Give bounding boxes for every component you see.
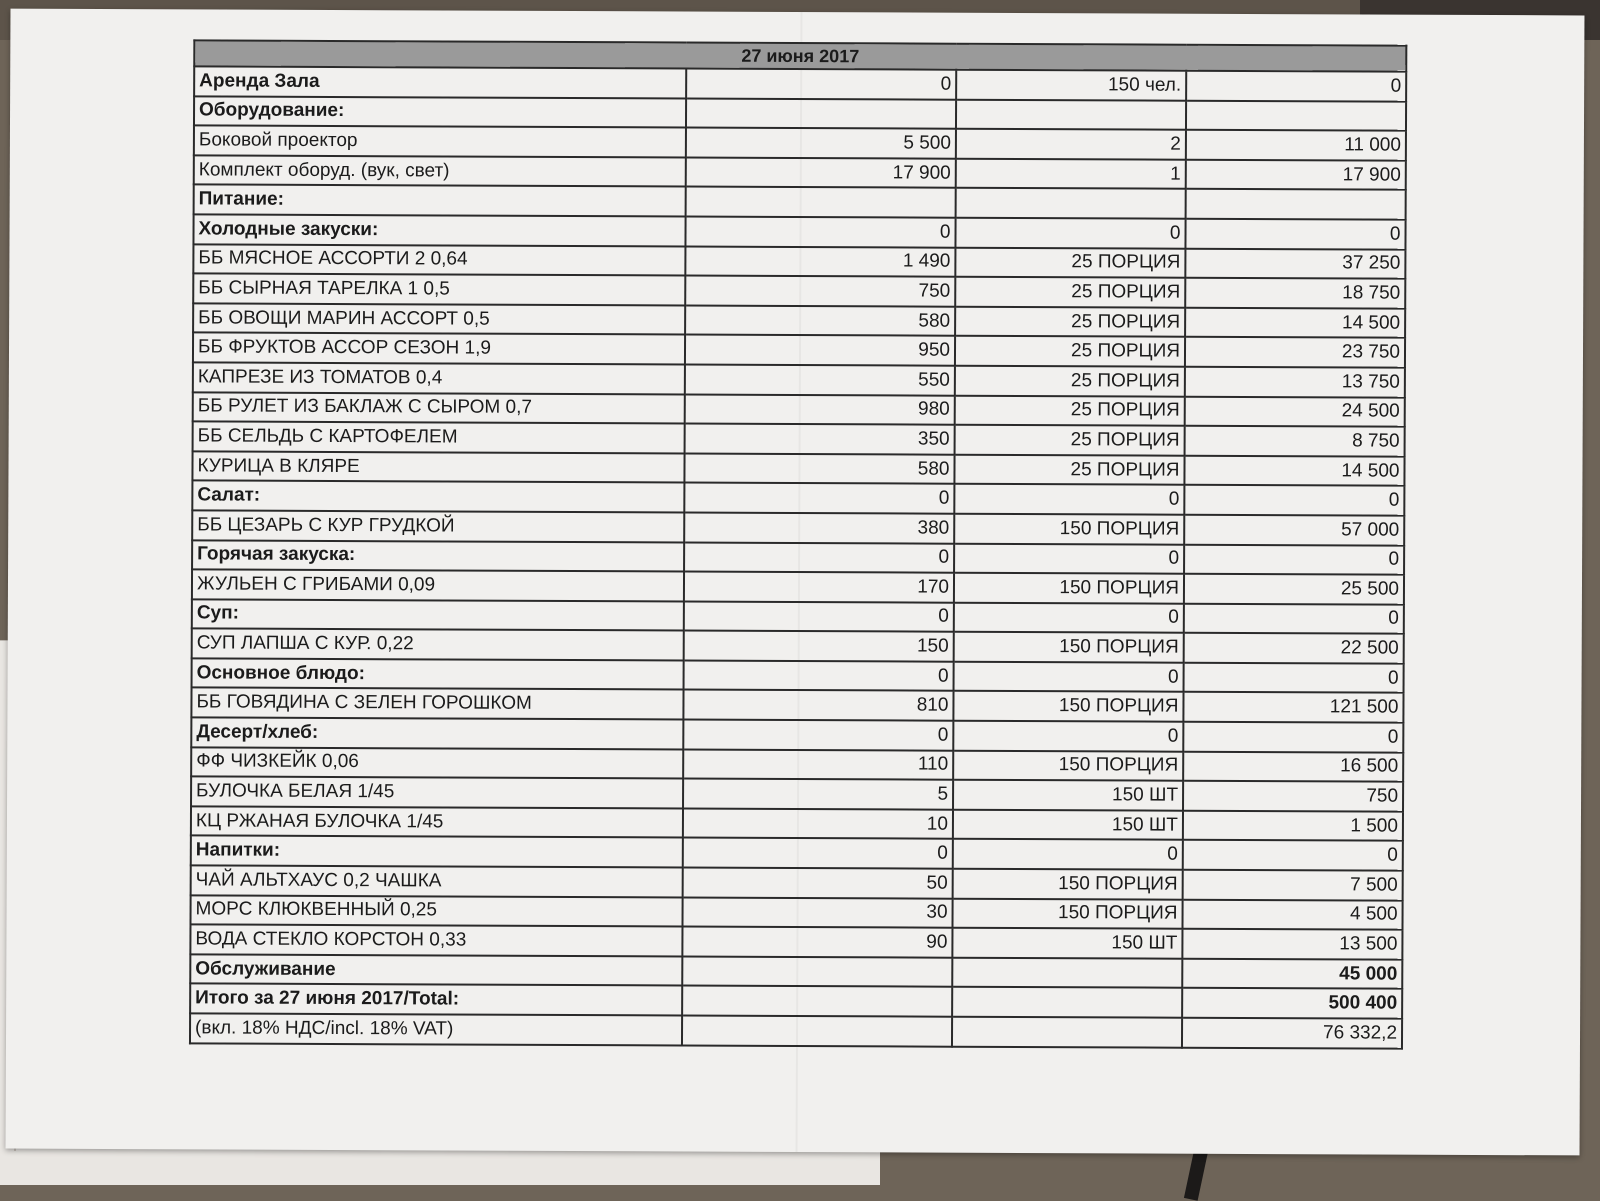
unit-price-cell: 350 xyxy=(685,424,955,455)
quantity-cell: 25 ПОРЦИЯ xyxy=(955,247,1185,278)
unit-price-cell: 0 xyxy=(684,601,954,632)
line-total-cell: 0 xyxy=(1184,485,1404,516)
quantity-cell: 150 ПОРЦИЯ xyxy=(954,632,1184,663)
line-total-cell: 500 400 xyxy=(1182,988,1402,1019)
quantity-cell: 0 xyxy=(954,543,1184,574)
line-total-cell: 22 500 xyxy=(1184,633,1404,664)
quantity-cell: 25 ПОРЦИЯ xyxy=(955,336,1185,367)
item-name-cell: ЧАЙ АЛЬТХАУС 0,2 ЧАШКА xyxy=(191,865,683,897)
quantity-cell: 150 ПОРЦИЯ xyxy=(952,898,1182,929)
quantity-cell: 25 ПОРЦИЯ xyxy=(955,395,1185,426)
unit-price-cell xyxy=(686,98,956,129)
item-name-cell: Горячая закуска: xyxy=(192,540,684,572)
quantity-cell xyxy=(956,99,1186,130)
line-total-cell: 23 750 xyxy=(1185,337,1405,368)
unit-price-cell: 0 xyxy=(683,838,953,869)
line-total-cell: 17 900 xyxy=(1186,159,1406,190)
line-total-cell: 24 500 xyxy=(1185,396,1405,427)
quantity-cell: 150 ШТ xyxy=(953,780,1183,811)
invoice-table-body xyxy=(190,40,1406,1048)
quantity-cell: 0 xyxy=(955,218,1185,249)
item-name-cell: Боковой проектор xyxy=(194,126,686,158)
line-total-cell: 121 500 xyxy=(1183,692,1403,723)
item-name-cell: ББ СЕЛЬДЬ С КАРТОФЕЛЕМ xyxy=(193,421,685,453)
item-name-cell: Аренда Зала xyxy=(194,66,686,98)
line-total-cell: 76 332,2 xyxy=(1182,1018,1402,1049)
quantity-cell: 25 ПОРЦИЯ xyxy=(955,425,1185,456)
quantity-cell: 150 ШТ xyxy=(953,810,1183,841)
unit-price-cell: 0 xyxy=(684,542,954,573)
date-header: 27 июня 2017 xyxy=(194,40,1406,71)
line-total-cell: 18 750 xyxy=(1185,278,1405,309)
unit-price-cell: 17 900 xyxy=(686,157,956,188)
item-name-cell: Оборудование: xyxy=(194,96,686,128)
line-total-cell: 13 750 xyxy=(1185,367,1405,398)
quantity-cell: 150 ПОРЦИЯ xyxy=(953,869,1183,900)
item-name-cell: Холодные закуски: xyxy=(193,214,685,246)
line-total-cell xyxy=(1186,100,1406,131)
unit-price-cell: 5 xyxy=(683,779,953,810)
line-total-cell: 8 750 xyxy=(1185,426,1405,457)
unit-price-cell: 90 xyxy=(682,927,952,958)
line-total-cell: 16 500 xyxy=(1183,751,1403,782)
unit-price-cell: 110 xyxy=(683,749,953,780)
line-total-cell: 0 xyxy=(1185,219,1405,250)
unit-price-cell: 580 xyxy=(685,305,955,336)
unit-price-cell: 30 xyxy=(682,897,952,928)
quantity-cell: 0 xyxy=(954,602,1184,633)
quantity-cell: 1 xyxy=(956,158,1186,189)
quantity-cell: 150 ПОРЦИЯ xyxy=(953,750,1183,781)
item-name-cell: ББ ЦЕЗАРЬ С КУР ГРУДКОЙ xyxy=(192,510,684,542)
quantity-cell: 25 ПОРЦИЯ xyxy=(955,366,1185,397)
line-total-cell: 0 xyxy=(1186,71,1406,102)
line-total-cell: 14 500 xyxy=(1184,455,1404,486)
unit-price-cell: 0 xyxy=(683,720,953,751)
quantity-cell: 150 ШТ xyxy=(952,928,1182,959)
line-total-cell xyxy=(1186,189,1406,220)
quantity-cell: 2 xyxy=(956,129,1186,160)
quantity-cell: 150 чел. xyxy=(956,70,1186,101)
item-name-cell: Обслуживание xyxy=(190,954,682,986)
item-name-cell: ББ РУЛЕТ ИЗ БАКЛАЖ С СЫРОМ 0,7 xyxy=(193,392,685,424)
quantity-cell: 150 ПОРЦИЯ xyxy=(954,514,1184,545)
quantity-cell: 0 xyxy=(954,662,1184,693)
line-total-cell: 0 xyxy=(1184,603,1404,634)
unit-price-cell: 0 xyxy=(684,483,954,514)
quantity-cell: 0 xyxy=(954,484,1184,515)
line-total-cell: 7 500 xyxy=(1183,870,1403,901)
line-total-cell: 13 500 xyxy=(1182,929,1402,960)
unit-price-cell: 5 500 xyxy=(686,128,956,159)
line-total-cell: 11 000 xyxy=(1186,130,1406,161)
unit-price-cell: 950 xyxy=(685,335,955,366)
unit-price-cell xyxy=(682,1016,952,1047)
unit-price-cell xyxy=(686,187,956,218)
quantity-cell: 150 ПОРЦИЯ xyxy=(953,691,1183,722)
unit-price-cell: 50 xyxy=(683,868,953,899)
unit-price-cell: 550 xyxy=(685,364,955,395)
item-name-cell: КАПРЕЗЕ ИЗ ТОМАТОВ 0,4 xyxy=(193,362,685,394)
line-total-cell: 45 000 xyxy=(1182,959,1402,990)
unit-price-cell: 580 xyxy=(684,453,954,484)
unit-price-cell: 170 xyxy=(684,572,954,603)
line-total-cell: 750 xyxy=(1183,781,1403,812)
item-name-cell: КУРИЦА В КЛЯРЕ xyxy=(192,451,684,483)
line-total-cell: 4 500 xyxy=(1182,899,1402,930)
unit-price-cell: 980 xyxy=(685,394,955,425)
quantity-cell: 150 ПОРЦИЯ xyxy=(954,573,1184,604)
item-name-cell: ББ СЫРНАЯ ТАРЕЛКА 1 0,5 xyxy=(193,274,685,306)
quantity-cell: 25 ПОРЦИЯ xyxy=(955,277,1185,308)
item-name-cell: Напитки: xyxy=(191,836,683,868)
item-name-cell: Комплект оборуд. (вук, свет) xyxy=(194,155,686,187)
quantity-cell: 25 ПОРЦИЯ xyxy=(955,306,1185,337)
line-total-cell: 57 000 xyxy=(1184,515,1404,546)
item-name-cell: Суп: xyxy=(192,599,684,631)
unit-price-cell: 0 xyxy=(686,69,956,100)
line-total-cell: 14 500 xyxy=(1185,307,1405,338)
item-name-cell: ББ МЯСНОЕ АССОРТИ 2 0,64 xyxy=(193,244,685,276)
line-total-cell: 0 xyxy=(1184,663,1404,694)
unit-price-cell: 0 xyxy=(685,216,955,247)
quantity-cell xyxy=(952,958,1182,989)
item-name-cell: (вкл. 18% НДС/incl. 18% VAT) xyxy=(190,1013,682,1045)
unit-price-cell: 810 xyxy=(683,690,953,721)
quantity-cell: 0 xyxy=(953,721,1183,752)
invoice-table xyxy=(189,39,1407,1049)
unit-price-cell: 1 490 xyxy=(685,246,955,277)
invoice-sheet xyxy=(6,9,1585,1156)
item-name-cell: Итого за 27 июня 2017/Total: xyxy=(190,984,682,1016)
line-total-cell: 0 xyxy=(1183,722,1403,753)
item-name-cell: ФФ ЧИЗКЕЙК 0,06 xyxy=(191,747,683,779)
unit-price-cell: 0 xyxy=(684,660,954,691)
item-name-cell: Десерт/хлеб: xyxy=(191,717,683,749)
line-total-cell: 0 xyxy=(1184,544,1404,575)
item-name-cell: Салат: xyxy=(192,481,684,513)
unit-price-cell: 10 xyxy=(683,808,953,839)
item-name-cell: СУП ЛАПША С КУР. 0,22 xyxy=(192,629,684,661)
unit-price-cell: 380 xyxy=(684,512,954,543)
item-name-cell: КЦ РЖАНАЯ БУЛОЧКА 1/45 xyxy=(191,806,683,838)
quantity-cell xyxy=(952,1017,1182,1048)
quantity-cell: 0 xyxy=(953,839,1183,870)
unit-price-cell xyxy=(682,986,952,1017)
quantity-cell xyxy=(956,188,1186,219)
item-name-cell: ББ ГОВЯДИНА С ЗЕЛЕН ГОРОШКОМ xyxy=(191,688,683,720)
item-name-cell: ЖУЛЬЕН С ГРИБАМИ 0,09 xyxy=(192,569,684,601)
table-row xyxy=(190,1013,1402,1048)
unit-price-cell: 150 xyxy=(684,631,954,662)
item-name-cell: Основное блюдо: xyxy=(192,658,684,690)
line-total-cell: 25 500 xyxy=(1184,574,1404,605)
line-total-cell: 1 500 xyxy=(1183,811,1403,842)
unit-price-cell xyxy=(682,956,952,987)
item-name-cell: ВОДА СТЕКЛО КОРСТОН 0,33 xyxy=(190,925,682,957)
line-total-cell: 0 xyxy=(1183,840,1403,871)
unit-price-cell: 750 xyxy=(685,276,955,307)
item-name-cell: ББ ФРУКТОВ АССОР СЕЗОН 1,9 xyxy=(193,333,685,365)
quantity-cell: 25 ПОРЦИЯ xyxy=(954,454,1184,485)
quantity-cell xyxy=(952,987,1182,1018)
item-name-cell: Питание: xyxy=(194,185,686,217)
item-name-cell: БУЛОЧКА БЕЛАЯ 1/45 xyxy=(191,777,683,809)
item-name-cell: ББ ОВОЩИ МАРИН АССОРТ 0,5 xyxy=(193,303,685,335)
item-name-cell: МОРС КЛЮКВЕННЫЙ 0,25 xyxy=(190,895,682,927)
line-total-cell: 37 250 xyxy=(1185,248,1405,279)
